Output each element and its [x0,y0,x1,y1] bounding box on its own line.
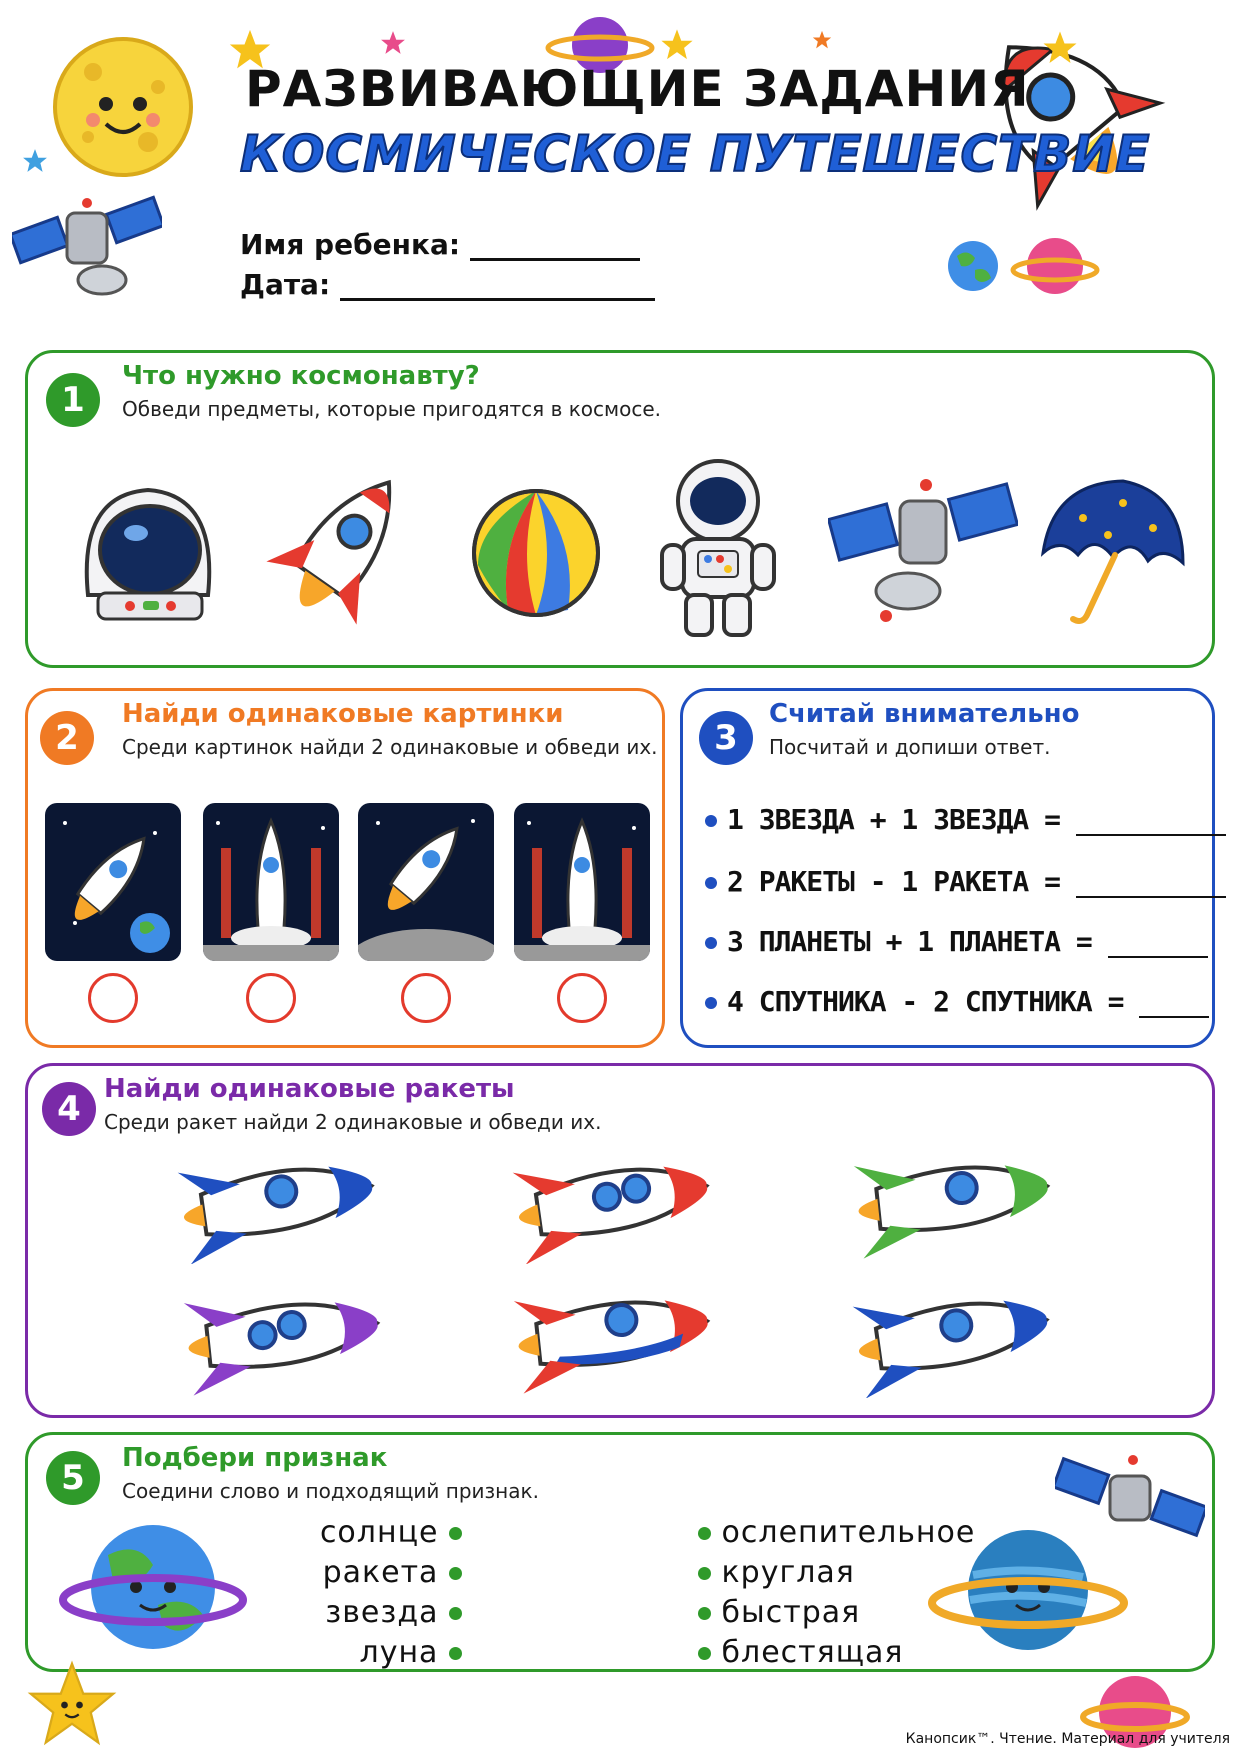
date-field [240,268,655,301]
picture-card-rocket-earth[interactable] [45,803,181,961]
pink-planet-icon [1010,228,1100,303]
answer-line[interactable] [1076,870,1226,898]
equation-row [705,925,1208,958]
attribute-item[interactable] [698,1635,903,1670]
task1-number: 1 [46,373,100,427]
rocket-icon[interactable] [263,458,423,638]
connect-dot[interactable] [698,1607,711,1620]
child-name-label: Имя ребенка: [240,228,461,261]
word-item[interactable] [323,1555,462,1590]
equation-text: 1 ЗВЕЗДА + 1 ЗВЕЗДА = [727,803,1061,836]
satellite-icon[interactable] [828,471,1018,641]
bullet-icon [705,815,717,827]
connect-dot[interactable] [698,1527,711,1540]
task5-description: Соедини слово и подходящий признак. [122,1479,539,1503]
bullet-icon [705,937,717,949]
word-item[interactable] [360,1635,462,1670]
connect-dot[interactable] [449,1567,462,1580]
umbrella-icon[interactable] [1033,473,1193,633]
star-icon [660,28,694,62]
picture-card-launchpad[interactable] [203,803,339,961]
rocket-blue-stars[interactable] [163,1144,393,1264]
rocket-blue-stars-2[interactable] [838,1278,1068,1398]
smiling-star-icon [22,1660,122,1750]
answer-line[interactable] [1076,808,1226,836]
word-text: солнце [319,1515,439,1550]
task5-section [25,1432,1215,1672]
earth-planet-icon [58,1515,248,1665]
task3-section [680,688,1215,1048]
moon-icon [48,32,198,182]
answer-circle[interactable] [88,973,138,1023]
attribute-item[interactable] [698,1555,855,1590]
equation-text: 2 РАКЕТЫ - 1 РАКЕТА = [727,865,1061,898]
task2-title: Найди одинаковые картинки [122,699,564,729]
word-item[interactable] [325,1595,462,1630]
equation-text: 3 ПЛАНЕТЫ + 1 ПЛАНЕТА = [727,925,1092,958]
bullet-icon [705,877,717,889]
footer-text: Канопсик™. Чтение. Материал для учителя [905,1731,1230,1747]
helmet-icon[interactable] [68,475,228,635]
task2-section [25,688,665,1048]
task1-description: Обведи предметы, которые пригодятся в космосе. [122,397,662,421]
task1-title: Что нужно космонавту? [122,361,480,391]
astronaut-icon[interactable] [648,453,788,643]
connect-dot[interactable] [449,1607,462,1620]
task5-number: 5 [46,1451,100,1505]
equation-row [705,865,1226,898]
answer-circle[interactable] [246,973,296,1023]
task2-number: 2 [40,711,94,765]
child-name-field [240,228,640,261]
task4-number: 4 [42,1082,96,1136]
earth-icon [945,238,1001,294]
attribute-text: круглая [721,1555,855,1590]
date-line[interactable] [340,270,655,301]
equation-row [705,985,1209,1018]
rocket-red-blue[interactable] [498,1276,728,1396]
attribute-text: ослепительное [721,1515,976,1550]
word-text: луна [359,1635,439,1670]
rocket-green[interactable] [838,1141,1068,1261]
connect-dot[interactable] [449,1647,462,1660]
equation-text: 4 СПУТНИКА - 2 СПУТНИКА = [727,985,1124,1018]
attribute-text: блестящая [721,1635,904,1670]
satellite-icon [12,195,162,305]
task5-title: Подбери признак [122,1443,388,1473]
bullet-icon [705,997,717,1009]
answer-line[interactable] [1108,930,1208,958]
answer-circle[interactable] [401,973,451,1023]
word-text: ракета [322,1555,439,1590]
star-icon [380,30,406,56]
task4-description: Среди ракет найди 2 одинаковые и обведи их. [104,1110,602,1134]
satellite-icon [1055,1448,1205,1548]
task1-section [25,350,1215,668]
rocket-icon [960,15,1200,225]
word-text: звезда [325,1595,439,1630]
task4-section [25,1063,1215,1418]
answer-line[interactable] [1139,990,1209,1018]
star-icon [22,148,48,174]
child-name-line[interactable] [470,230,640,261]
connect-dot[interactable] [698,1567,711,1580]
beach-ball-icon[interactable] [468,485,604,621]
picture-card-launchpad-2[interactable] [514,803,650,961]
page-subtitle: КОСМИЧЕСКОЕ ПУТЕШЕСТВИЕ [240,125,1151,183]
task3-title: Считай внимательно [769,699,1080,729]
equation-row [705,803,1226,836]
rocket-red-two-windows[interactable] [498,1144,728,1264]
connect-dot[interactable] [449,1527,462,1540]
task3-number: 3 [699,711,753,765]
star-icon [1042,30,1078,66]
connect-dot[interactable] [698,1647,711,1660]
task2-description: Среди картинок найди 2 одинаковые и обведи их. [122,735,658,759]
picture-card-rocket-moon[interactable] [358,803,494,961]
page-title: РАЗВИВАЮЩИЕ ЗАДАНИЯ [245,60,1030,118]
rocket-purple[interactable] [168,1278,398,1398]
star-icon [812,30,832,50]
task4-title: Найди одинаковые ракеты [104,1074,515,1104]
attribute-item[interactable] [698,1595,860,1630]
word-item[interactable] [320,1515,462,1550]
task3-description: Посчитай и допиши ответ. [769,735,1051,759]
attribute-text: быстрая [721,1595,861,1630]
date-label: Дата: [240,268,331,301]
answer-circle[interactable] [557,973,607,1023]
